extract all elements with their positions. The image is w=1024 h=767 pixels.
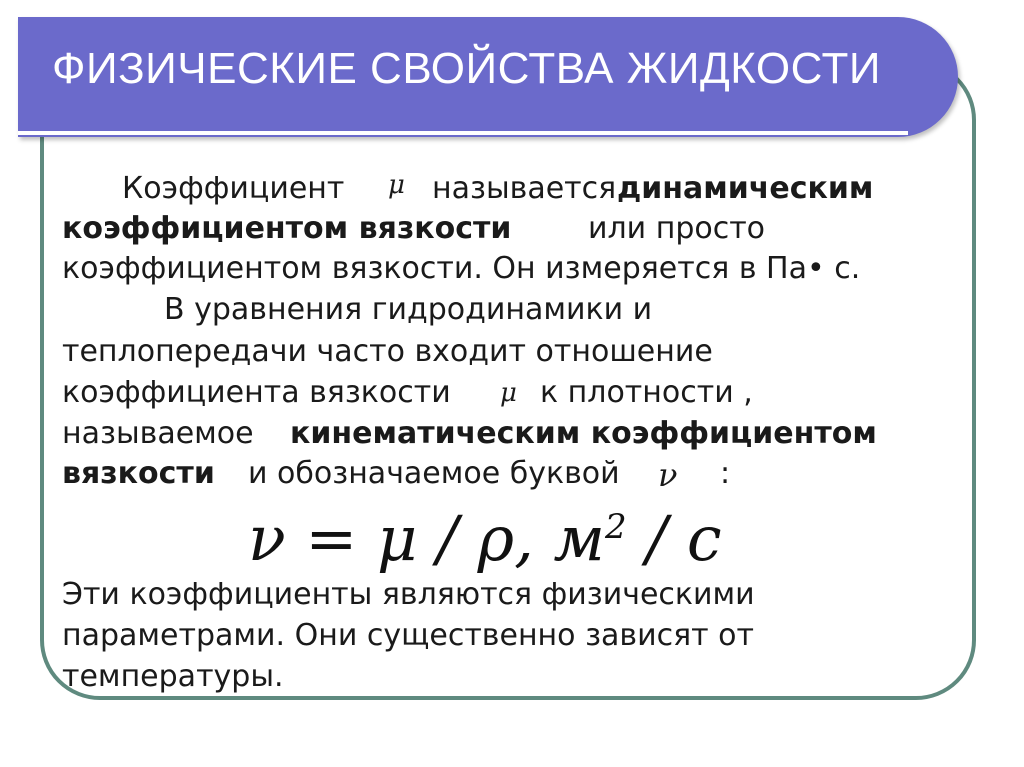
p2-line5-rest: и обозначаемое буквой [248,456,620,491]
p3-line2: параметрами. Они существенно зависят от [62,618,754,653]
formula-exponent: 2 [604,507,627,547]
nu-symbol: ν [658,456,678,494]
p1-line1-mid: называется [432,171,617,206]
title-underline [18,131,908,135]
p2-line4-start: называемое [62,416,254,451]
p3-line3: температуры. [62,659,284,694]
p1-line1-bold: динамическим [617,171,874,206]
p1-line3: коэффициентом вязкости. Он измеряется в Па• с. [62,251,861,286]
p3-line1: Эти коэффициенты являются физическими [62,577,755,612]
p1-line2-bold: коэффициентом вязкости [62,211,512,246]
p2-line5-bold: вязкости [62,456,215,491]
p2-line3-end: к плотности , [540,375,753,410]
kinematic-viscosity-formula [248,502,722,575]
p1-line2-rest: или просто [588,211,766,246]
formula-tail: / с [626,502,722,575]
mu-symbol: μ [388,170,405,200]
p2-line4-bold: кинематическим коэффициентом [290,416,877,451]
formula-main: ν = μ / ρ, м [248,502,605,575]
p2-line3-start: коэффициента вязкости [62,375,451,410]
p2-line2: теплопередачи часто входит отношение [62,334,713,369]
slide-title: ФИЗИЧЕСКИЕ СВОЙСТВА ЖИДКОСТИ [52,44,881,93]
p2-line5-colon: : [720,456,731,491]
p2-line1: В уравнения гидродинамики и [164,292,653,327]
mu-symbol-2: μ [500,378,517,408]
p1-line1-start: Коэффициент [122,171,345,206]
